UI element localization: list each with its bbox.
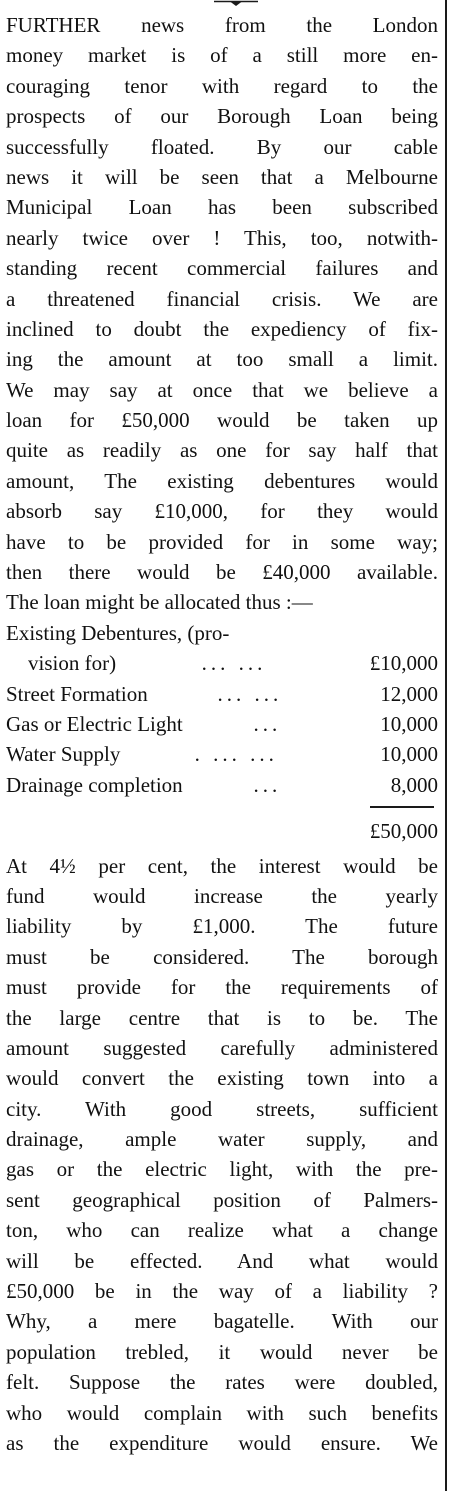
allocation-row [6, 618, 438, 648]
article-line: then there would be £40,000 available. [6, 560, 438, 585]
allocation-row [6, 648, 438, 678]
article-line: £50,000 be in the way of a liability ? [6, 1279, 438, 1304]
allocation-item: vision for) [28, 651, 117, 676]
allocation-row [6, 709, 438, 739]
allocation-row [6, 770, 438, 800]
allocation-table [6, 618, 438, 847]
article-line: loan for £50,000 would be taken up [6, 408, 438, 433]
article-line: gas or the electric light, with the pre- [6, 1157, 438, 1182]
article-line: At 4½ per cent, the interest would be [6, 853, 438, 878]
article-line: quite as readily as one for say half that [6, 438, 438, 463]
allocation-leader-dots: ... ... [201, 651, 267, 676]
allocation-item: Existing Debentures, (pro- [6, 620, 230, 645]
article-line: news it will be seen that a Melbourne [6, 164, 438, 189]
article-line: have to be provided for in some way; [6, 529, 438, 554]
article-line: ing the amount at too small a limit. [6, 347, 438, 372]
article-line: nearly twice over ! This, too, notwith- [6, 225, 438, 250]
article-line: amount, The existing debentures would [6, 468, 438, 493]
column-top-ornament [214, 0, 258, 7]
allocation-item: Water Supply [6, 742, 121, 767]
allocation-amount: £10,000 [369, 651, 438, 676]
article-paragraph-2 [6, 851, 438, 1459]
article-line: the large centre that is to be. The [6, 1005, 438, 1030]
column-rule [445, 0, 447, 1491]
article-line: money market is of a still more en- [6, 43, 438, 68]
article-line: FURTHER news from the London [6, 13, 438, 37]
total-rule-line [370, 806, 434, 808]
allocation-item: Street Formation [6, 681, 148, 706]
article-line: We may say at once that we believe a [6, 377, 438, 402]
article-line: The loan might be allocated thus :— [6, 590, 313, 615]
article-line: a threatened financial crisis. We are [6, 286, 438, 311]
article-line: successfully floated. By our cable [6, 134, 438, 159]
allocation-leader-dots: . ... ... [194, 742, 278, 767]
article-line: felt. Suppose the rates were doubled, [6, 1370, 438, 1395]
allocation-row [6, 739, 438, 769]
allocation-leader-dots [229, 618, 352, 648]
article-line: Why, a mere bagatelle. With our [6, 1309, 438, 1334]
allocation-amount: 12,000 [380, 681, 438, 706]
article-line: will be effected. And what would [6, 1248, 438, 1273]
article-line: must be considered. The borough [6, 944, 438, 969]
allocation-item: Gas or Electric Light [6, 711, 183, 736]
article-column [6, 10, 438, 1458]
article-line: would convert the existing town into a [6, 1066, 438, 1091]
article-paragraph-1 [6, 10, 438, 618]
article-line: city. With good streets, sufficient [6, 1096, 438, 1121]
article-line: who would complain with such benefits [6, 1400, 438, 1425]
article-line: amount suggested carefully administered [6, 1035, 438, 1060]
allocation-row [6, 679, 438, 709]
allocation-amount: 10,000 [380, 711, 438, 736]
allocation-amount: 10,000 [380, 742, 438, 767]
article-line: absorb say £10,000, for they would [6, 499, 438, 524]
article-line: inclined to doubt the expediency of fix- [6, 316, 438, 341]
allocation-total-divider [6, 800, 438, 816]
article-line: sent geographical position of Palmers- [6, 1187, 438, 1212]
allocation-amount: 8,000 [390, 772, 438, 797]
article-line: must provide for the requirements of [6, 975, 438, 1000]
allocation-leader-dots: ... ... [217, 681, 283, 706]
article-line: fund would increase the yearly [6, 883, 438, 908]
allocation-item: Drainage completion [6, 772, 183, 797]
allocation-amount [352, 618, 438, 648]
allocation-leader-dots: ... [253, 711, 282, 736]
article-line: ton, who can realize what a change [6, 1218, 438, 1243]
article-line: as the expenditure would ensure. We [6, 1430, 438, 1455]
article-line: population trebled, it would never be [6, 1339, 438, 1364]
article-line: Municipal Loan has been subscribed [6, 195, 438, 220]
allocation-total: £50,000 [369, 819, 438, 844]
allocation-leader-dots: ... [253, 772, 282, 797]
article-line: liability by £1,000. The future [6, 914, 438, 939]
article-line: drainage, ample water supply, and [6, 1127, 438, 1152]
article-line: standing recent commercial failures and [6, 256, 438, 281]
article-line: couraging tenor with regard to the [6, 73, 438, 98]
article-line: prospects of our Borough Loan being [6, 104, 438, 129]
